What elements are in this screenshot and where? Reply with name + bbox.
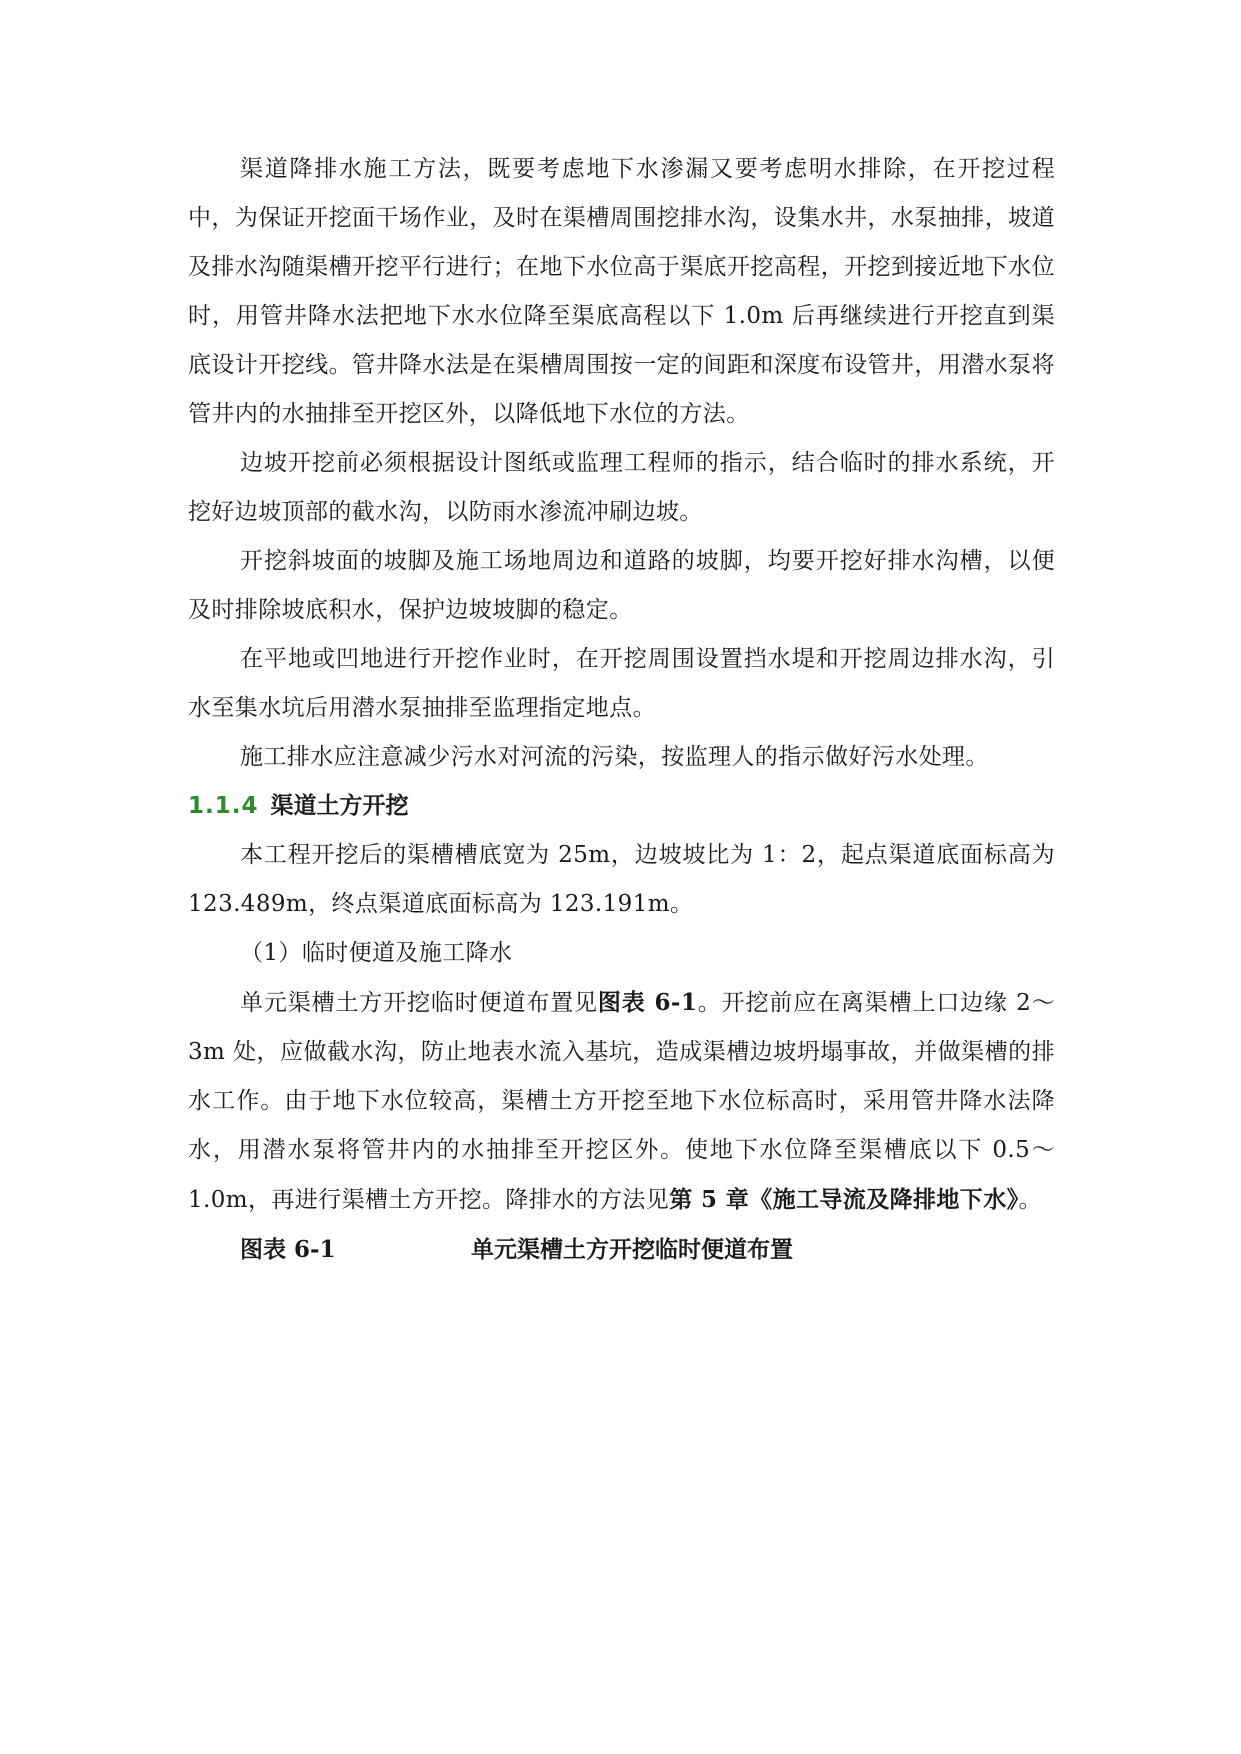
section-title: 渠道土方开挖: [270, 793, 409, 819]
figure-reference: 图表 6-1: [597, 989, 698, 1016]
figure-caption-label: 图表 6-1: [240, 1236, 336, 1263]
paragraph-slope-excavation: 边坡开挖前必须根据设计图纸或监理工程师的指示，结合临时的排水系统，开挖好边坡顶部的截水沟，以防雨水渗流冲刷边坡。: [188, 450, 1055, 525]
section-number: 1.1.4: [188, 793, 259, 819]
paragraph-channel-dimensions: 本工程开挖后的渠槽槽底宽为 25m，边坡坡比为 1：2，起点渠道底面标高为 123.489m，终点渠道底面标高为 123.191m。: [188, 842, 1055, 917]
page-content: [188, 145, 1055, 1274]
chapter-reference: 第 5 章《施工导流及降排地下水》: [669, 1186, 1019, 1213]
figure-caption-title: 单元渠槽土方开挖临时便道布置: [471, 1236, 793, 1263]
section-heading: [188, 782, 1055, 831]
paragraph-wastewater: 施工排水应注意减少污水对河流的污染，按监理人的指示做好污水处理。: [240, 744, 989, 770]
paragraph-temporary-road: [188, 978, 1055, 1225]
subsection-heading: （1）临时便道及施工降水: [240, 940, 513, 966]
detail-text-1: 单元渠槽土方开挖临时便道布置见: [240, 990, 598, 1016]
figure-caption: [188, 1225, 1055, 1274]
paragraph-slope-toe-drainage: 开挖斜坡面的坡脚及施工场地周边和道路的坡脚，均要开挖好排水沟槽，以便及时排除坡底积水，保护边坡坡脚的稳定。: [188, 548, 1055, 623]
paragraph-flat-ground: 在平地或凹地进行开挖作业时，在开挖周围设置挡水堤和开挖周边排水沟，引水至集水坑后用潜水泵抽排至监理指定地点。: [188, 646, 1055, 721]
detail-text-3: 。: [1018, 1187, 1042, 1213]
paragraph-dewatering-method: 渠道降排水施工方法，既要考虑地下水渗漏又要考虑明水排除，在开挖过程中，为保证开挖面干场作业，及时在渠槽周围挖排水沟，设集水井，水泵抽排，坡道及排水沟随渠槽开挖平行进行；在地下水位高于渠底开挖高程，开挖到接近地下水位时，用管井降水法把地下水水位降至渠底高程以下 1.0m 后再继续进行开挖直到渠底设计开挖线。管井降水法是在渠槽周围按一定的间距和深度布设管井，用潜水泵将管井内的水抽排至开挖区外，以降低地下水位的方法。: [188, 156, 1055, 427]
detail-text-2: 。开挖前应在离渠槽上口边缘 2～3m 处，应做截水沟，防止地表水流入基坑，造成渠槽边坡坍塌事故，并做渠槽的排水工作。由于地下水位较高，渠槽土方开挖至地下水位标高时，采用管井降水法降水，用潜水泵将管井内的水抽排至开挖区外。使地下水位降至渠槽底以下 0.5～1.0m，再进行渠槽土方开挖。降排水的方法见: [188, 990, 1055, 1213]
